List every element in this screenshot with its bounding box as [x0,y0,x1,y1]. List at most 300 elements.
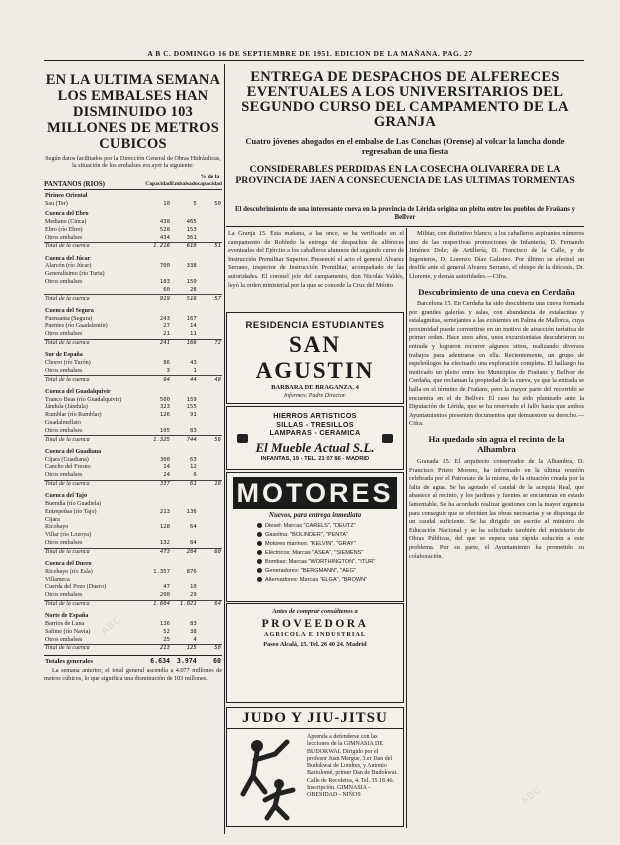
table-cell-value [198,420,222,428]
table-cell-value [198,331,222,339]
table-group-row [44,558,222,569]
table-row [44,636,222,644]
article-alhambra: Granada 15. El arquitecto conservador de la Alhambra, D. Francisco Prieto Moreno, ha informado en la última reunión celebrada por el Patronato de la misma, de la situación creada por la falta de agua. Se ha agotado el caudal de la acequia Real, que abastece al recinto, y los jardines y fuentes se encuentran en estado lamentable. Se ha acordado realizar gestiones con la mayor urgencia para conseguir que se efectúen las obras necesarias y se disponga de un caudal suficiente. Se ha dirigido un escrito al ministro de Educación Nacional y se ha solicitado también del ministerio de Obras Públicas, del que se espera una rápida solución a este problema. Por su parte, el Ayuntamiento ha prometido su colaboración. [409,457,584,560]
table-header-row [44,173,222,190]
subheadline-lerida: El descubrimiento de una interesante cueva en la provincia de Lérida origina un pleito entre los pueblos de Fraüans y Bellver [234,206,576,222]
table-cell-value: 516 [171,295,198,305]
bullet-icon [257,568,262,573]
table-cell-value [145,208,171,219]
ad-motores-item [257,549,391,558]
table-cell-value [198,428,222,436]
table-cell-label: Total de la cuenca [44,295,145,305]
table-cell-label: Cuenca del Guadalquivir [45,388,111,395]
table-cell-value [145,253,171,264]
table-cell-label: Otros embalses [45,234,83,241]
table-cell-value [198,279,222,287]
table-row [44,428,222,436]
table-row [44,234,222,242]
table-cell-value [198,368,222,376]
table-cell-label: Cuenca del Duero [45,561,92,568]
right-column [409,230,584,561]
table-cell-value: 105 [159,427,171,434]
table-row [44,472,222,480]
ad-hierros-line3: LAMPARAS - CERAMICA [269,428,361,438]
table-group-row [44,386,222,397]
table-group-row [44,208,222,219]
ad-proveedora-line1: Antes de comprar consúltenos a [272,608,358,615]
table-total-row [44,480,222,490]
table-cell-value: 38 [190,628,197,635]
table-cell-value [145,610,171,621]
table-row [44,396,222,404]
table-row [44,501,222,509]
lamp-icon [237,434,248,443]
ad-motores-item [257,540,391,549]
table-cell-label: Cuenca del Ebro [45,211,89,218]
table-group-row [44,253,222,264]
table-cell-label: Cuenca del Segura [45,307,94,314]
table-cell-value [198,569,222,577]
table-row [44,279,222,287]
table-row [44,509,222,517]
ad-hierros-logo: El Mueble Actual S.L. [255,439,375,455]
table-cell-value: 150 [186,279,197,286]
table-cell-value [171,271,198,279]
table-cell-value [198,234,222,242]
table-cell-value [198,509,222,517]
reservoir-table [44,173,222,666]
table-row [44,331,222,339]
table-cell-value: 167 [186,315,197,322]
ad-motores-list [257,522,391,585]
table-cell-label: Tranco Beas (río Guadalquivir) [45,396,122,403]
table-cell-value: 300 [159,456,171,463]
table-cell-label: Cijara [45,516,60,523]
table-cell-value: 1.216 [145,243,171,253]
table-cell-value [145,558,171,569]
table-cell-value [198,636,222,644]
table-cell-label: Ebro (río Ebro) [45,226,83,233]
table-cell-value [145,349,171,360]
table-cell-value: 57 [198,295,222,305]
table-cell-label: Cancho del Fresno [45,464,91,471]
table-group-row [44,610,222,621]
table-cell-value: 500 [159,396,171,403]
table-cell-value: 94 [145,376,171,386]
table-cell-value: 47 [163,584,171,591]
table-cell-value: 63 [190,456,197,463]
table-cell-value: 183 [159,279,171,286]
table-total-row [44,436,222,446]
table-cell-value: 3 [166,367,171,374]
table-cell-value: 44 [171,376,198,386]
table-cell-value: 200 [159,592,171,599]
table-cell-value [145,490,171,501]
ad-motores-item-text: Bombas: Marcas "WORTHINGTON", "ITUR" [265,559,376,566]
table-cell-value [171,349,198,360]
table-cell-value [198,253,222,264]
reservoir-summary: La semana anterior, el total general ascendía a 4.077 millones de metros cúbicos, lo que significa una disminución de 103 millones. [44,667,222,682]
ad-judo [226,707,404,827]
table-cell-label: Otros embalses [45,427,83,434]
ad-hierros-line2: SILLAS - TRESILLOS [276,419,354,429]
table-cell-value: 6 [193,472,197,479]
table-cell-value: 3.974 [171,655,198,665]
table-row [44,360,222,368]
table-cell-label: Sau (Ter) [45,200,68,207]
table-cell-value: 83 [190,427,197,434]
chair-icon [382,434,393,443]
table-cell-label: Chorro (río Turón) [45,360,91,367]
table-cell-label: Total de la cuenca [44,376,145,386]
table-row [44,456,222,464]
table-cell-value [171,446,198,457]
table-row [44,263,222,271]
table-cell-value [198,456,222,464]
headline-rule [226,226,584,227]
table-cell-value: 29 [190,592,197,599]
table-cell-value [198,592,222,600]
table-cell-value [198,576,222,584]
table-cell-value [198,490,222,501]
ad-proveedora [226,603,404,703]
table-cell-value: 83 [190,621,197,627]
table-total-row [44,243,222,253]
table-cell-value [198,621,222,629]
table-cell-label: Total de la cuenca [44,243,145,253]
table-cell-label: Otros embalses [45,540,83,547]
table-cell-value [198,629,222,637]
table-cell-value: 1.357 [153,568,171,575]
table-cell-value: 361 [186,234,197,241]
table-cell-value [198,610,222,621]
table-cell-value: 5 [193,200,197,207]
table-cell-value [198,446,222,457]
table-row [44,323,222,331]
ad-residencia-info: Informes: Padre Director. [283,393,347,399]
table-cell-value [198,360,222,368]
ad-motores-item-text: Generadores: "BERGMANN", "AEG" [265,568,356,575]
table-cell-value [145,271,171,279]
table-cell-label: Total de la cuenca [44,480,145,490]
wrestlers-illustration [235,734,303,822]
table-cell-value: 28 [190,286,197,293]
table-cell-value: 1.021 [171,600,198,610]
ad-judo-text: Aprenda a defenderse con las lecciones de la GIMNASIA DE BUDOKWAI. Dirigido por el profesor Juan Mergue, 3.er Dan del Budokwai de Londres, y Antonio Bartolomé, primer Dan de Budokwai. Calle de Recoletos, 4. Tel. 35 18 46. Inscripción. GIMNASIA - OBESIDAD - NIÑOS [307,734,398,799]
table-cell-value [198,208,222,219]
table-cell-label: Puentes (río Guadalentín) [45,323,108,330]
table-cell-value: 465 [186,219,197,226]
table-row [44,592,222,600]
table-cell-label: Sur de España [45,352,83,359]
column-rule-left [224,64,225,834]
table-header: PANTANOS (RIOS) [44,173,145,190]
table-cell-label: Norte de España [45,613,89,620]
table-cell-value: 136 [159,621,171,627]
table-cell-value: 126 [159,412,171,419]
table-cell-label: Total de la cuenca [44,645,145,656]
ad-motores-item-text: Eléctricos: Marcas "ASEA", "SIEMENS" [265,550,364,557]
table-cell-value: 128 [159,524,171,531]
ad-motores-item-text: Alternadores: Marcas "ELGA", "BROWN" [265,577,368,584]
reservoir-lead: Según datos facilitados por la Dirección General de Obras Hidráulicas, la situación de los embalses era ayer la siguiente: [45,155,221,170]
table-row [44,219,222,227]
table-cell-value: 1 [193,367,197,374]
table-cell-value [171,190,198,201]
table-cell-label: Barrios de Luna [45,621,85,627]
table-cell-label: Cuenca del Júcar [45,255,91,262]
table-cell-value: 84 [190,540,197,547]
table-cell-value: 10 [190,584,197,591]
table-cell-value [198,524,222,532]
table-cell-label: Salime (río Navia) [45,628,91,635]
table-cell-value [198,404,222,412]
table-cell-value: 43 [190,360,197,367]
table-cell-value [145,516,171,524]
ad-judo-title: JUDO Y JIU-JITSU [227,708,403,729]
table-cell-value [171,386,198,397]
table-cell-value: 56 [198,436,222,446]
table-cell-value [171,420,198,428]
ad-proveedora-name: PROVEEDORA [261,618,369,630]
table-cell-label: Alarcón (río Júcar) [45,263,92,270]
table-cell-value [171,501,198,509]
table-row [44,404,222,412]
table-body [44,190,222,666]
table-cell-value: 153 [186,226,197,233]
section-title-cueva: Descubrimiento de una cueva en Cerdaña [418,286,575,297]
table-cell-value [145,446,171,457]
table-cell-label: Total de la cuenca [44,600,145,610]
table-cell-label: Total de la cuenca [44,436,145,446]
table-cell-label: Ricobayo (río Esla) [45,568,93,575]
table-header: Embalsado [171,173,198,190]
reservoir-headline: EN LA ULTIMA SEMANA LOS EMBALSES HAN DISMINUIDO 103 MILLONES DE METROS CUBICOS [45,72,221,152]
table-row [44,201,222,209]
table-grand-total-row [44,655,222,665]
table-total-row [44,295,222,305]
table-cell-value [198,227,222,235]
table-cell-label: Generalísimo (río Turia) [45,271,105,278]
table-header: Capacidad [145,173,171,190]
ad-motores-item-text: Motores marinos: "KELVIN", "GRAY" [265,541,356,548]
table-cell-value [171,558,198,569]
table-cell-label: Otros embalses [45,331,83,338]
table-total-row [44,548,222,558]
table-cell-label: Totales generales [44,655,145,665]
subheadline-jaen: CONSIDERABLES PERDIDAS EN LA COSECHA OLIVARERA DE LA PROVINCIA DE JAEN A CONSECUENCIA DE LAS ULTIMAS TORMENTAS [235,164,575,186]
table-cell-value [171,516,198,524]
column-rule-right [406,228,407,828]
table-cell-value: 24 [163,472,171,479]
table-cell-label: Entrepeñas (río Tajo) [45,508,97,515]
table-cell-label: Otros embalses [45,592,83,599]
table-cell-value: 166 [171,339,198,349]
subheadline-orense: Cuatro jóvenes ahogados en el embalse de Las Conchas (Orense) al volcar la lancha donde regresaban de una fiesta [245,137,565,156]
table-cell-value: 618 [171,243,198,253]
table-cell-value: 61 [171,480,198,490]
table-cell-value: 60 [198,655,222,665]
table-cell-value [145,532,171,540]
table-row [44,516,222,524]
table-cell-value: 25 [163,636,171,643]
table-cell-label: Cuenca del Guadiana [45,448,102,455]
table-row [44,576,222,584]
table-cell-value: 243 [159,315,171,322]
table-cell-value: 64 [198,600,222,610]
table-cell-value: 50 [214,200,221,207]
table-cell-value: 155 [186,404,197,411]
table-cell-value [198,349,222,360]
table-cell-value [171,305,198,316]
ad-motores-item [257,531,391,540]
table-cell-label: Buendía (río Guadiela) [45,501,102,508]
folio: A B C. DOMINGO 16 DE SEPTIEMBRE DE 1951. EDICION DE LA MAÑANA. PAG. 27 [147,49,473,58]
left-column [44,72,222,682]
table-cell-value: 1.604 [145,600,171,610]
table-cell-value: 520 [159,226,171,233]
table-cell-value [198,305,222,316]
table-cell-value [198,315,222,323]
ad-motores-title: MOTORES [233,477,397,509]
table-cell-value [198,464,222,472]
table-cell-value: 27 [163,323,171,330]
table-cell-value: 60 [198,548,222,558]
table-cell-value [198,516,222,524]
table-cell-label: Fuensanta (Segura) [45,315,93,322]
table-cell-value [171,490,198,501]
bullet-icon [257,550,262,555]
main-headline: ENTREGA DE DESPACHOS DE ALFERECES EVENTUALES A LOS UNIVERSITARIOS DEL SEGUNDO CURSO DEL CAMPAMENTO DE LA GRANJA [241,69,569,130]
table-cell-value [171,576,198,584]
table-cell-label: Otros embalses [45,367,83,374]
table-cell-label: Pirineo Oriental [45,193,88,199]
table-cell-value [198,386,222,397]
table-cell-value [145,501,171,509]
table-cell-label: Villar (río Lozoya) [45,532,91,539]
table-cell-value [198,558,222,569]
table-row [44,412,222,420]
table-cell-label: Otros embalses [45,472,83,479]
table-cell-value: 213 [159,508,171,515]
section-title-alhambra: Ha quedado sin agua el recinto de la Alhambra [428,433,565,455]
table-cell-value [198,323,222,331]
table-cell-value: 6.634 [145,655,171,665]
ad-residencia-line1: RESIDENCIA ESTUDIANTES [245,320,385,331]
bullet-icon [257,532,262,537]
table-cell-value [145,305,171,316]
table-group-row [44,490,222,501]
table-cell-value: 284 [171,548,198,558]
table-cell-label: Guadalmellato [45,420,81,427]
table-cell-value: 11 [190,331,197,338]
table-total-row [44,339,222,349]
table-total-row [44,376,222,386]
table-cell-value: 58 [198,645,222,656]
table-cell-value: 12 [190,464,197,471]
table-cell-value: 744 [171,436,198,446]
ad-proveedora-line3: AGRICOLA E INDUSTRIAL [263,631,367,638]
table-group-row [44,446,222,457]
ad-hierros-address: INFANTAS, 19 - TEL. 21 07 86 - MADRID [260,455,370,462]
table-cell-value [198,501,222,509]
table-cell-value [198,271,222,279]
table-cell-value [171,253,198,264]
ad-motores-item [257,522,391,531]
table-cell-value: 241 [145,339,171,349]
table-row [44,464,222,472]
table-cell-label: Villameca [45,576,70,583]
table-cell-value: 159 [186,396,197,403]
table-cell-value: 64 [190,524,197,531]
table-cell-value: 323 [159,404,171,411]
table-row [44,540,222,548]
table-cell-value: 919 [145,295,171,305]
ad-residencia [226,312,404,404]
table-cell-value [198,263,222,271]
table-group-row [44,305,222,316]
table-cell-value: 132 [159,540,171,547]
table-cell-value: 430 [159,219,171,226]
ad-hierros [226,406,404,470]
table-cell-value: 700 [159,263,171,270]
watermark: ABC [99,613,125,638]
table-cell-label: Cuerda del Pozo (Duero) [45,584,107,591]
table-cell-label [44,287,145,295]
table-cell-value: 91 [190,412,197,419]
table-cell-value: 18 [198,480,222,490]
table-cell-label: Total de la cuenca [44,548,145,558]
ad-motores-item [257,576,391,585]
table-row [44,368,222,376]
table-cell-value [198,412,222,420]
table-cell-value: 4 [193,636,197,643]
table-row [44,584,222,592]
table-cell-value: 213 [145,645,171,656]
table-total-row [44,645,222,656]
table-cell-value [171,532,198,540]
table-row [44,621,222,629]
table-cell-value [145,190,171,201]
table-cell-value: 60 [163,286,171,293]
ad-motores-item [257,558,391,567]
table-cell-value: 876 [186,568,197,575]
table-cell-value [171,610,198,621]
ad-motores [226,472,404,602]
table-cell-value: 125 [171,645,198,656]
table-row [44,524,222,532]
bullet-icon [257,541,262,546]
table-cell-value [171,208,198,219]
table-cell-label: Jándula (Jándula) [45,404,88,411]
table-cell-label: Otros embalses [45,636,83,643]
table-cell-value [198,584,222,592]
ad-motores-tagline: Nuevos, para entrega inmediata [268,511,362,519]
top-rule [44,60,584,61]
table-cell-label: Cuenca del Tajo [45,493,87,500]
ad-hierros-line1: HIERROS ARTISTICOS [273,411,357,420]
table-row [44,227,222,235]
watermark: ABC [519,783,545,808]
table-cell-value: 52 [163,628,171,635]
table-cell-value: 136 [186,508,197,515]
middle-column-text: La Granja 15. Esta mañana, a las once, se ha verificado en el campamento de Robledo la entrega de despachos de alféreces eventuales del Ejército a los caballeros alumnos del segundo curso de Instrucción Premilitar Superior. Presenció el acto el general Alvarez Serrano, inspector de Instrucción Premilitar, acompañado de las autoridades. El coronel jefe del campamento, don Nicolás Valdés, leyó la orden ministerial por la que se concede la Cruz del Mérito [228,230,404,289]
article-continuation: Militar, con distintivo blanco, a los caballeros aspirantes números uno de las respectivas promociones de Infantería, D. Fernando Jiménez Dolz; de Artillería, D. Francisco de la Calle, y de Ingenieros, D. Lorenzo Díaz Galisteo. Por último se efectuó un desfile ante el general Alvarez Serrano, el obispo de la diócesis, Dr. Llorente, y demás autoridades.—Cifra. [409,230,584,280]
table-row [44,420,222,428]
table-total-row [44,600,222,610]
table-group-row [44,349,222,360]
ad-motores-item-text: Gasolina: "BOLINDER", "PENTA" [265,532,349,539]
